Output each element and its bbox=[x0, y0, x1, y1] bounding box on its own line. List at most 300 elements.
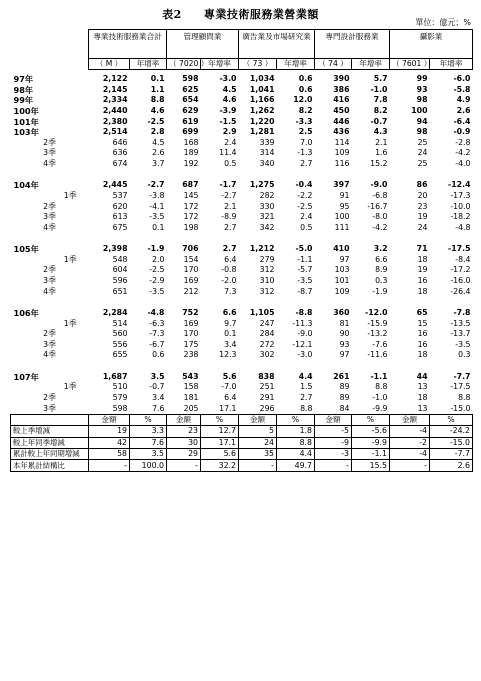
amount-cell: 838 bbox=[258, 371, 275, 381]
growth-cell: -3.0 bbox=[219, 74, 237, 84]
amount-cell: 23 bbox=[417, 201, 428, 211]
spacer-cell bbox=[11, 297, 473, 308]
growth-cell: -2.8 bbox=[455, 137, 471, 147]
growth-cell: -2.7 bbox=[147, 180, 165, 190]
amount-cell: 205 bbox=[183, 403, 199, 413]
amount-cell: 537 bbox=[112, 191, 128, 201]
growth-cell: -1.1 bbox=[297, 254, 313, 264]
quarter-row bbox=[11, 382, 473, 393]
growth-cell: -3.5 bbox=[297, 275, 313, 285]
amount-cell: 111 bbox=[334, 222, 350, 232]
growth-cell: 3.2 bbox=[373, 244, 388, 254]
summary-corner-cell bbox=[11, 414, 89, 425]
amount-cell: 24 bbox=[417, 148, 428, 158]
amount-cell: 25 bbox=[417, 137, 428, 147]
amount-cell: 510 bbox=[112, 382, 128, 392]
header-category: 管理顧問業 bbox=[167, 30, 239, 59]
growth-cell: -0.7 bbox=[370, 116, 388, 126]
summary-amount-cell: 23 bbox=[167, 426, 201, 437]
growth-cell: -0.4 bbox=[295, 180, 313, 190]
spacer-row bbox=[11, 233, 473, 244]
growth-cell: -2.7 bbox=[221, 191, 237, 201]
header-base-code: （ 7601 ） bbox=[390, 59, 430, 70]
row-label: 99年 bbox=[13, 95, 34, 106]
amount-cell: 302 bbox=[259, 350, 275, 360]
amount-cell: 98 bbox=[416, 127, 428, 137]
growth-cell: -3.8 bbox=[149, 191, 165, 201]
amount-cell: 95 bbox=[339, 201, 350, 211]
growth-cell: 7.8 bbox=[373, 95, 388, 105]
amount-cell: 169 bbox=[183, 318, 199, 328]
amount-cell: 19 bbox=[417, 265, 428, 275]
amount-cell: 312 bbox=[259, 286, 275, 296]
growth-cell: 3.7 bbox=[152, 159, 165, 169]
growth-cell: 2.1 bbox=[224, 201, 237, 211]
summary-header-cell: 金額 bbox=[239, 414, 277, 425]
summary-percent-cell: 12.7 bbox=[201, 426, 239, 437]
amount-cell: 170 bbox=[183, 329, 199, 339]
amount-cell: 181 bbox=[183, 392, 199, 402]
summary-label: 較上年同季增減 bbox=[11, 437, 89, 448]
amount-cell: 247 bbox=[259, 318, 275, 328]
summary-percent-cell: -24.2 bbox=[430, 426, 473, 437]
growth-cell: 1.6 bbox=[375, 148, 388, 158]
amount-cell: 629 bbox=[182, 106, 199, 116]
amount-cell: 175 bbox=[183, 339, 199, 349]
growth-cell: -2.9 bbox=[149, 275, 165, 285]
summary-percent-cell: -1.1 bbox=[352, 448, 390, 459]
amount-cell: 251 bbox=[259, 382, 275, 392]
quarter-row bbox=[11, 223, 473, 234]
amount-cell: 103 bbox=[334, 265, 350, 275]
growth-cell: -7.0 bbox=[221, 382, 237, 392]
growth-cell: -11.3 bbox=[292, 318, 313, 328]
growth-cell: 4.5 bbox=[152, 137, 165, 147]
growth-cell: 2.6 bbox=[456, 106, 471, 116]
growth-cell: 0.1 bbox=[224, 329, 237, 339]
spacer-row bbox=[11, 361, 473, 372]
growth-cell: 8.2 bbox=[373, 106, 388, 116]
amount-cell: 109 bbox=[334, 286, 350, 296]
summary-percent-cell: 15.5 bbox=[352, 460, 390, 471]
amount-cell: 446 bbox=[333, 116, 350, 126]
growth-cell: 0.3 bbox=[458, 350, 471, 360]
growth-cell: -3.3 bbox=[295, 116, 313, 126]
amount-cell: 94 bbox=[416, 116, 428, 126]
amount-cell: 596 bbox=[112, 275, 128, 285]
amount-cell: 212 bbox=[183, 286, 199, 296]
amount-cell: 598 bbox=[182, 74, 199, 84]
growth-cell: -1.1 bbox=[370, 371, 388, 381]
amount-cell: 158 bbox=[183, 382, 199, 392]
summary-header-cell: % bbox=[277, 414, 315, 425]
summary-header-cell: % bbox=[201, 414, 239, 425]
growth-cell: -9.0 bbox=[370, 180, 388, 190]
amount-cell: 97 bbox=[339, 350, 350, 360]
growth-cell: -12.1 bbox=[292, 339, 313, 349]
revenue-table bbox=[10, 29, 473, 472]
amount-cell: 314 bbox=[259, 148, 275, 158]
row-label: 107年 bbox=[13, 371, 39, 382]
amount-cell: 16 bbox=[417, 329, 428, 339]
header-growth-rate: 年增率 bbox=[352, 59, 390, 70]
amount-cell: 91 bbox=[339, 191, 350, 201]
amount-cell: 1,281 bbox=[249, 127, 275, 137]
growth-cell: -17.5 bbox=[450, 382, 471, 392]
amount-cell: 416 bbox=[333, 95, 350, 105]
amount-cell: 330 bbox=[259, 201, 275, 211]
amount-cell: 19 bbox=[417, 212, 428, 222]
growth-cell: -1.7 bbox=[219, 180, 237, 190]
amount-cell: 579 bbox=[112, 392, 128, 402]
growth-cell: -1.3 bbox=[297, 148, 313, 158]
amount-cell: 1,212 bbox=[249, 244, 275, 254]
amount-cell: 619 bbox=[182, 116, 199, 126]
year-row bbox=[11, 244, 473, 255]
growth-cell: 0.6 bbox=[298, 84, 313, 94]
amount-cell: 699 bbox=[182, 127, 199, 137]
summary-amount-cell: - bbox=[239, 460, 277, 471]
growth-cell: 9.7 bbox=[224, 318, 237, 328]
growth-cell: 6.4 bbox=[224, 392, 237, 402]
amount-cell: 2,122 bbox=[102, 74, 128, 84]
amount-cell: 620 bbox=[112, 201, 128, 211]
amount-cell: 100 bbox=[411, 106, 428, 116]
amount-cell: 360 bbox=[333, 307, 350, 317]
growth-cell: -8.8 bbox=[295, 307, 313, 317]
growth-cell: 4.9 bbox=[456, 95, 471, 105]
growth-cell: -3.5 bbox=[149, 286, 165, 296]
growth-cell: -5.8 bbox=[453, 84, 471, 94]
row-label: 3季 bbox=[43, 148, 56, 158]
summary-amount-cell: - bbox=[89, 460, 130, 471]
amount-cell: 752 bbox=[182, 307, 199, 317]
summary-percent-cell: -5.6 bbox=[352, 426, 390, 437]
amount-cell: 340 bbox=[259, 159, 275, 169]
growth-cell: 4.5 bbox=[222, 84, 237, 94]
summary-percent-cell: 32.2 bbox=[201, 460, 239, 471]
amount-cell: 18 bbox=[417, 286, 428, 296]
spacer-cell bbox=[11, 233, 473, 244]
summary-percent-cell: 5.6 bbox=[201, 448, 239, 459]
amount-cell: 81 bbox=[339, 318, 350, 328]
amount-cell: 114 bbox=[334, 137, 350, 147]
summary-percent-cell: 8.8 bbox=[277, 437, 315, 448]
year-row bbox=[11, 127, 473, 138]
growth-cell: -7.7 bbox=[453, 371, 471, 381]
header-base-code: （ M ） bbox=[89, 59, 130, 70]
growth-cell: -9.9 bbox=[372, 403, 388, 413]
amount-cell: 2,145 bbox=[102, 84, 128, 94]
growth-cell: 3.4 bbox=[224, 339, 237, 349]
growth-cell: 8.2 bbox=[298, 106, 313, 116]
summary-amount-cell: 35 bbox=[239, 448, 277, 459]
amount-cell: 674 bbox=[112, 159, 128, 169]
growth-cell: 2.4 bbox=[300, 212, 313, 222]
row-label: 2季 bbox=[43, 392, 56, 402]
growth-cell: 2.5 bbox=[298, 127, 313, 137]
summary-amount-cell: 24 bbox=[239, 437, 277, 448]
summary-row bbox=[11, 437, 473, 448]
amount-cell: 99 bbox=[416, 74, 428, 84]
amount-cell: 450 bbox=[333, 106, 350, 116]
amount-cell: 291 bbox=[259, 392, 275, 402]
row-label: 98年 bbox=[13, 84, 34, 95]
growth-cell: 17.1 bbox=[219, 403, 237, 413]
amount-cell: 312 bbox=[259, 265, 275, 275]
amount-cell: 321 bbox=[259, 212, 275, 222]
amount-cell: 2,514 bbox=[102, 127, 128, 137]
summary-header-cell: % bbox=[130, 414, 167, 425]
growth-cell: -4.1 bbox=[149, 201, 165, 211]
amount-cell: 154 bbox=[183, 254, 199, 264]
amount-cell: 261 bbox=[333, 371, 350, 381]
quarter-row bbox=[11, 393, 473, 404]
header-growth-rate: 年增率 bbox=[201, 59, 239, 70]
amount-cell: 238 bbox=[183, 350, 199, 360]
summary-amount-cell: 5 bbox=[239, 426, 277, 437]
growth-cell: 3.4 bbox=[152, 392, 165, 402]
amount-cell: 339 bbox=[259, 137, 275, 147]
growth-cell: -17.3 bbox=[450, 191, 471, 201]
growth-cell: -1.0 bbox=[370, 84, 388, 94]
growth-cell: 0.6 bbox=[152, 350, 165, 360]
growth-cell: -8.0 bbox=[372, 212, 388, 222]
growth-cell: 7.6 bbox=[152, 403, 165, 413]
growth-cell: -26.4 bbox=[450, 286, 471, 296]
summary-amount-cell: -2 bbox=[390, 437, 430, 448]
amount-cell: 172 bbox=[183, 201, 199, 211]
summary-header-cell: 金額 bbox=[390, 414, 430, 425]
growth-cell: 5.6 bbox=[222, 371, 237, 381]
summary-header-cell: 金額 bbox=[89, 414, 130, 425]
growth-cell: -17.2 bbox=[450, 265, 471, 275]
table-title: 專業技術服務業營業額 bbox=[203, 8, 319, 21]
growth-cell: -12.4 bbox=[448, 180, 471, 190]
growth-cell: -7.8 bbox=[453, 307, 471, 317]
summary-amount-cell: -4 bbox=[390, 448, 430, 459]
summary-header-cell: 金額 bbox=[167, 414, 201, 425]
amount-cell: 1,166 bbox=[249, 95, 275, 105]
summary-row bbox=[11, 448, 473, 459]
growth-cell: -3.5 bbox=[149, 212, 165, 222]
growth-cell: -4.2 bbox=[372, 222, 388, 232]
row-label: 106年 bbox=[13, 307, 39, 318]
amount-cell: 145 bbox=[183, 191, 199, 201]
amount-cell: 654 bbox=[182, 95, 199, 105]
row-label: 2季 bbox=[43, 265, 56, 275]
amount-cell: 2,398 bbox=[102, 244, 128, 254]
growth-cell: -10.0 bbox=[450, 201, 471, 211]
row-label: 1季 bbox=[63, 318, 77, 328]
amount-cell: 198 bbox=[183, 222, 199, 232]
row-label: 101年 bbox=[13, 116, 39, 127]
summary-amount-cell: 29 bbox=[167, 448, 201, 459]
page-title bbox=[0, 6, 481, 22]
amount-cell: 2,334 bbox=[102, 95, 128, 105]
amount-cell: 89 bbox=[339, 382, 350, 392]
growth-cell: 8.8 bbox=[458, 392, 471, 402]
growth-cell: 0.5 bbox=[300, 222, 313, 232]
growth-cell: -8.7 bbox=[297, 286, 313, 296]
amount-cell: 282 bbox=[259, 191, 275, 201]
summary-percent-cell: 49.7 bbox=[277, 460, 315, 471]
growth-cell: -2.5 bbox=[147, 116, 165, 126]
amount-cell: 1,034 bbox=[249, 74, 275, 84]
summary-amount-cell: - bbox=[315, 460, 352, 471]
quarter-row bbox=[11, 159, 473, 170]
summary-percent-cell: 17.1 bbox=[201, 437, 239, 448]
growth-cell: -4.8 bbox=[147, 307, 165, 317]
growth-cell: -1.0 bbox=[372, 392, 388, 402]
amount-cell: 604 bbox=[112, 265, 128, 275]
amount-cell: 390 bbox=[333, 74, 350, 84]
amount-cell: 560 bbox=[112, 329, 128, 339]
amount-cell: 436 bbox=[333, 127, 350, 137]
summary-amount-cell: 19 bbox=[89, 426, 130, 437]
amount-cell: 675 bbox=[112, 222, 128, 232]
amount-cell: 279 bbox=[259, 254, 275, 264]
growth-cell: -13.7 bbox=[450, 329, 471, 339]
quarter-row bbox=[11, 276, 473, 287]
amount-cell: 1,262 bbox=[249, 106, 275, 116]
row-label: 103年 bbox=[13, 127, 39, 138]
header-base-code: （ 73 ） bbox=[239, 59, 277, 70]
quarter-row bbox=[11, 339, 473, 350]
summary-label: 累計較上年同期增減 bbox=[11, 448, 89, 459]
growth-cell: -12.0 bbox=[365, 307, 388, 317]
summary-amount-cell: 30 bbox=[167, 437, 201, 448]
growth-cell: 8.8 bbox=[375, 382, 388, 392]
growth-cell: -5.7 bbox=[297, 265, 313, 275]
growth-cell: -5.0 bbox=[295, 244, 313, 254]
year-row bbox=[11, 85, 473, 96]
amount-cell: 93 bbox=[339, 339, 350, 349]
summary-percent-cell: 3.3 bbox=[130, 426, 167, 437]
amount-cell: 65 bbox=[416, 307, 428, 317]
corner-cell bbox=[11, 30, 89, 70]
summary-amount-cell: -9 bbox=[315, 437, 352, 448]
amount-cell: 192 bbox=[183, 159, 199, 169]
summary-row bbox=[11, 426, 473, 437]
growth-cell: 1.1 bbox=[150, 84, 165, 94]
amount-cell: 636 bbox=[112, 148, 128, 158]
growth-cell: 4.6 bbox=[222, 95, 237, 105]
header-category: 專門設計服務業 bbox=[315, 30, 390, 59]
amount-cell: 86 bbox=[416, 180, 428, 190]
growth-cell: -11.6 bbox=[367, 350, 388, 360]
amount-cell: 410 bbox=[333, 244, 350, 254]
amount-cell: 706 bbox=[182, 244, 199, 254]
growth-cell: -16.0 bbox=[450, 275, 471, 285]
growth-cell: -2.2 bbox=[297, 191, 313, 201]
growth-cell: -18.2 bbox=[450, 212, 471, 222]
amount-cell: 89 bbox=[339, 392, 350, 402]
growth-cell: -16.7 bbox=[367, 201, 388, 211]
summary-header-cell: 金額 bbox=[315, 414, 352, 425]
growth-cell: -7.6 bbox=[372, 339, 388, 349]
growth-cell: -4.8 bbox=[455, 222, 471, 232]
amount-cell: 548 bbox=[112, 254, 128, 264]
growth-cell: -6.0 bbox=[453, 74, 471, 84]
summary-label: 較上季增減 bbox=[11, 426, 89, 437]
amount-cell: 651 bbox=[112, 286, 128, 296]
amount-cell: 189 bbox=[183, 148, 199, 158]
growth-cell: 0.1 bbox=[152, 222, 165, 232]
amount-cell: 13 bbox=[417, 382, 428, 392]
amount-cell: 97 bbox=[339, 254, 350, 264]
year-row bbox=[11, 106, 473, 117]
summary-percent-cell: 2.6 bbox=[430, 460, 473, 471]
spacer-row bbox=[11, 169, 473, 180]
growth-cell: 2.7 bbox=[224, 222, 237, 232]
header-growth-rate: 年增率 bbox=[130, 59, 167, 70]
growth-cell: 2.0 bbox=[152, 254, 165, 264]
summary-amount-cell: 42 bbox=[89, 437, 130, 448]
growth-cell: -13.5 bbox=[450, 318, 471, 328]
row-label: 104年 bbox=[13, 180, 39, 191]
amount-cell: 90 bbox=[339, 329, 350, 339]
amount-cell: 100 bbox=[334, 212, 350, 222]
spacer-row bbox=[11, 297, 473, 308]
quarter-row bbox=[11, 350, 473, 361]
quarter-row bbox=[11, 403, 473, 414]
growth-cell: 0.1 bbox=[150, 74, 165, 84]
amount-cell: 101 bbox=[334, 275, 350, 285]
growth-cell: 2.9 bbox=[222, 127, 237, 137]
row-label: 2季 bbox=[43, 329, 56, 339]
summary-percent-cell: 4.4 bbox=[277, 448, 315, 459]
growth-cell: -3.0 bbox=[297, 350, 313, 360]
amount-cell: 16 bbox=[417, 339, 428, 349]
row-label: 1季 bbox=[63, 191, 77, 201]
amount-cell: 1,275 bbox=[249, 180, 275, 190]
growth-cell: 5.7 bbox=[373, 74, 388, 84]
row-label: 2季 bbox=[43, 137, 56, 147]
row-label: 1季 bbox=[63, 254, 77, 264]
amount-cell: 296 bbox=[259, 403, 275, 413]
growth-cell: 4.4 bbox=[298, 371, 313, 381]
summary-percent-cell: 1.8 bbox=[277, 426, 315, 437]
amount-cell: 1,220 bbox=[249, 116, 275, 126]
growth-cell: -6.8 bbox=[372, 191, 388, 201]
summary-label: 本年累計結構比 bbox=[11, 460, 89, 471]
summary-amount-cell: -4 bbox=[390, 426, 430, 437]
amount-cell: 625 bbox=[182, 84, 199, 94]
amount-cell: 1,041 bbox=[249, 84, 275, 94]
growth-cell: -6.4 bbox=[453, 116, 471, 126]
growth-cell: -17.5 bbox=[448, 244, 471, 254]
growth-cell: 3.5 bbox=[150, 371, 165, 381]
growth-cell: 7.3 bbox=[224, 286, 237, 296]
growth-cell: -2.5 bbox=[297, 201, 313, 211]
header-category: 專業技術服務業合計 bbox=[89, 30, 167, 59]
growth-cell: -8.9 bbox=[221, 212, 237, 222]
amount-cell: 24 bbox=[417, 222, 428, 232]
growth-cell: -6.7 bbox=[149, 339, 165, 349]
amount-cell: 2,284 bbox=[102, 307, 128, 317]
growth-cell: 6.6 bbox=[375, 254, 388, 264]
summary-header-cell: % bbox=[430, 414, 473, 425]
year-row bbox=[11, 180, 473, 191]
header-category: 攝影業 bbox=[390, 30, 473, 59]
growth-cell: 7.0 bbox=[300, 137, 313, 147]
growth-cell: 8.8 bbox=[150, 95, 165, 105]
growth-cell: -9.0 bbox=[297, 329, 313, 339]
amount-cell: 20 bbox=[417, 191, 428, 201]
amount-cell: 2,440 bbox=[102, 106, 128, 116]
year-row bbox=[11, 74, 473, 85]
